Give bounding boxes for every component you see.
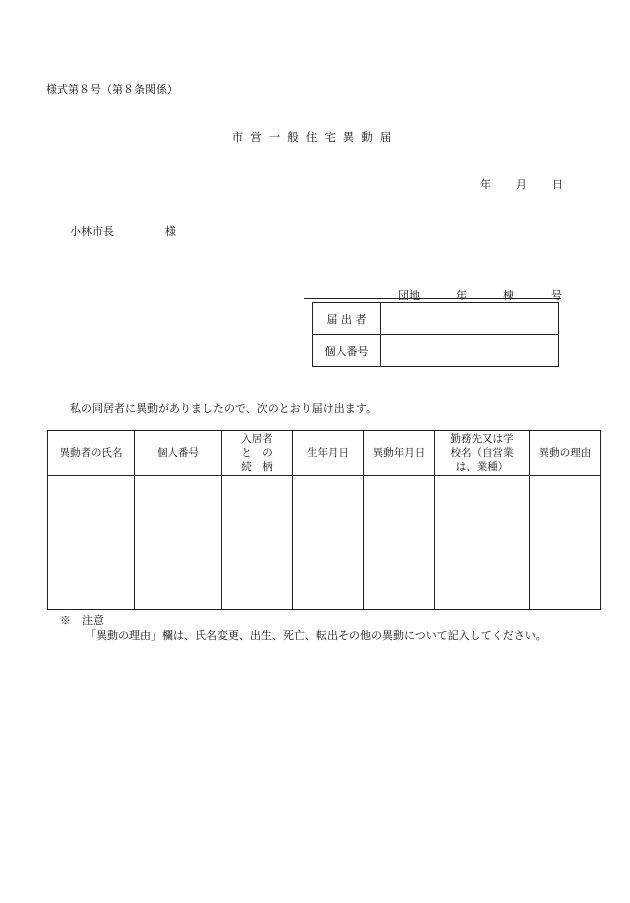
header-relation-line: 入居者: [241, 433, 273, 445]
applicant-field[interactable]: [381, 303, 559, 335]
header-change-date: 異動年月日: [364, 431, 435, 476]
danchi-label: 団地: [398, 289, 420, 302]
note-text: 「異動の理由」欄は、氏名変更、出生、死亡、転出その他の異動について記入してください。: [85, 629, 547, 642]
header-workplace-line: 勤務先又は学: [450, 433, 514, 445]
year-label: 年: [456, 289, 467, 302]
addressee-honorific: 様: [165, 225, 176, 238]
form-number: 様式第８号（第８条関係）: [46, 83, 178, 96]
intro-text: 私の同居者に異動がありましたので、次のとおり届け出ます。: [70, 402, 377, 415]
header-workplace-line: は、業種）: [455, 461, 509, 473]
header-birthdate: 生年月日: [293, 431, 364, 476]
applicant-label: 届 出 者: [313, 303, 381, 335]
header-relation: [222, 431, 293, 476]
cell-mynumber[interactable]: [135, 476, 222, 610]
cell-change-date[interactable]: [364, 476, 435, 610]
header-workplace: [435, 431, 530, 476]
building-label: 棟: [503, 289, 514, 302]
header-mynumber: 個人番号: [135, 431, 222, 476]
date-month-label: 月: [516, 178, 527, 191]
mynumber-label: 個人番号: [313, 335, 381, 367]
notifier-table: [312, 302, 559, 367]
residence-underline: [304, 298, 561, 299]
header-workplace-line: 校名（自営業: [450, 447, 514, 459]
date-day-label: 日: [552, 178, 563, 191]
header-reason: 異動の理由: [530, 431, 601, 476]
table-row: [48, 476, 601, 610]
note-heading: ※ 注意: [60, 614, 104, 627]
cell-birthdate[interactable]: [293, 476, 364, 610]
addressee-name: 小林市長: [70, 225, 114, 238]
header-relation-line: と の: [241, 447, 273, 459]
mynumber-field[interactable]: [381, 335, 559, 367]
cell-workplace[interactable]: [435, 476, 530, 610]
cell-name[interactable]: [48, 476, 135, 610]
number-label: 号: [551, 289, 562, 302]
document-title: 市営一般住宅異動届: [231, 130, 399, 144]
cell-relation[interactable]: [222, 476, 293, 610]
header-name: 異動者の氏名: [48, 431, 135, 476]
date-year-label: 年: [480, 178, 491, 191]
header-relation-line: 続 柄: [241, 461, 273, 473]
change-table: [47, 430, 601, 610]
cell-reason[interactable]: [530, 476, 601, 610]
